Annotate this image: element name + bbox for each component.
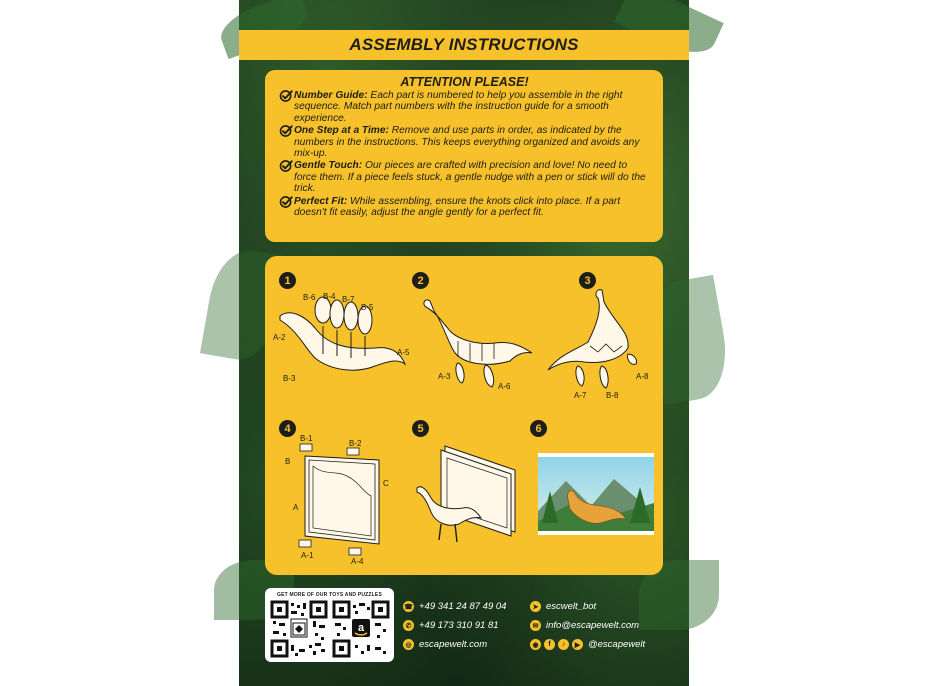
check-circle-icon [278, 124, 294, 138]
part-label: B-4 [323, 292, 336, 301]
phone-contact[interactable] [403, 601, 506, 612]
whatsapp-number: +49 173 310 91 81 [419, 620, 499, 631]
title-banner [239, 30, 689, 60]
tip-one-step [278, 125, 651, 159]
part-label: B-5 [361, 303, 374, 312]
instagram-icon: ◉ [530, 639, 541, 650]
telegram-contact[interactable] [530, 601, 596, 612]
part-label: A-5 [397, 348, 410, 357]
part-label: C [383, 479, 389, 488]
part-label: A-8 [636, 372, 649, 381]
tip-text: Our pieces are crafted with precision and love! No need to force them. If a piece feels stuck, a gentle nudge with a pen or stick will do the trick. [294, 160, 646, 195]
globe-icon: ◎ [403, 639, 414, 650]
tip-number-guide [278, 90, 651, 124]
part-label: A-3 [438, 372, 451, 381]
part-label: B-3 [283, 374, 296, 383]
page-title: ASSEMBLY INSTRUCTIONS [349, 35, 579, 54]
qr-code-shop[interactable] [271, 601, 327, 657]
qr-code-panel [265, 588, 394, 662]
step-1-illustration [275, 288, 415, 388]
tip-label: Perfect Fit: [294, 195, 348, 207]
tip-label: One Step at a Time: [294, 125, 389, 137]
step-3-illustration [540, 286, 655, 406]
part-label: B-1 [300, 434, 313, 443]
website-url: escapewelt.com [419, 639, 488, 650]
attention-box [265, 70, 663, 242]
step-4-illustration [275, 436, 410, 566]
part-label: B-8 [606, 391, 619, 400]
instruction-sheet [239, 0, 689, 686]
email-contact[interactable] [530, 620, 639, 631]
part-label: B-7 [342, 295, 355, 304]
step-5-illustration [415, 436, 525, 566]
part-label: B-6 [303, 293, 316, 302]
phone-icon: ☎ [403, 601, 414, 612]
facebook-icon: f [544, 639, 555, 650]
telegram-icon: ➤ [530, 601, 541, 612]
social-handle: @escapewelt [588, 639, 646, 650]
website-link[interactable] [403, 639, 487, 650]
qr-code-amazon[interactable] [333, 601, 389, 657]
whatsapp-icon: ✆ [403, 620, 414, 631]
part-label: A-4 [351, 557, 364, 566]
tip-perfect-fit [278, 196, 651, 219]
contact-info [403, 595, 683, 665]
social-contact[interactable] [530, 639, 645, 650]
youtube-icon: ▶ [572, 639, 583, 650]
qr-title: GET MORE OF OUR TOYS AND PUZZLES [276, 592, 382, 598]
attention-title: ATTENTION PLEASE! [400, 75, 529, 89]
step-number-4: 4 [279, 420, 296, 437]
telegram-handle: escwelt_bot [546, 601, 597, 612]
phone-number: +49 341 24 87 49 04 [419, 601, 507, 612]
part-label: A-7 [574, 391, 587, 400]
part-label: A [293, 503, 299, 512]
part-label: A-1 [301, 551, 314, 560]
check-circle-icon [278, 159, 294, 173]
tip-text: While assembling, ensure the knots click into place. If a part doesn't fit easily, adjust the angle gently for a perfect fit. [294, 195, 621, 219]
part-label: A-6 [498, 382, 511, 391]
step-number-1: 1 [279, 272, 296, 289]
tip-gentle-touch [278, 160, 651, 194]
email-icon: ✉ [530, 620, 541, 631]
part-label: B-2 [349, 439, 362, 448]
tip-label: Number Guide: [294, 90, 368, 101]
check-circle-icon [278, 89, 294, 103]
whatsapp-contact[interactable] [403, 620, 499, 631]
tip-text: Remove and use parts in order, as indicated by the numbers in the instructions. This keeps everything organized and avoids any mix-up. [294, 125, 640, 160]
step-number-3: 3 [579, 272, 596, 289]
footer [239, 585, 689, 686]
amazon-logo-text: a [357, 622, 365, 634]
tip-label: Gentle Touch: [294, 160, 363, 172]
step-number-5: 5 [412, 420, 429, 437]
tip-text: Each part is numbered to help you assemble in the right sequence. Match part numbers with the instruction guide for a smooth experience. [294, 90, 623, 124]
step-2-illustration [420, 291, 540, 401]
email-address: info@escapewelt.com [546, 620, 640, 631]
part-label: B [285, 457, 291, 466]
tiktok-icon: ♪ [558, 639, 569, 650]
check-circle-icon [278, 195, 294, 209]
step-6-diorama-image [536, 451, 656, 536]
step-number-2: 2 [412, 272, 429, 289]
step-number-6: 6 [530, 420, 547, 437]
assembly-steps-panel [265, 256, 663, 575]
part-label: A-2 [273, 333, 286, 342]
